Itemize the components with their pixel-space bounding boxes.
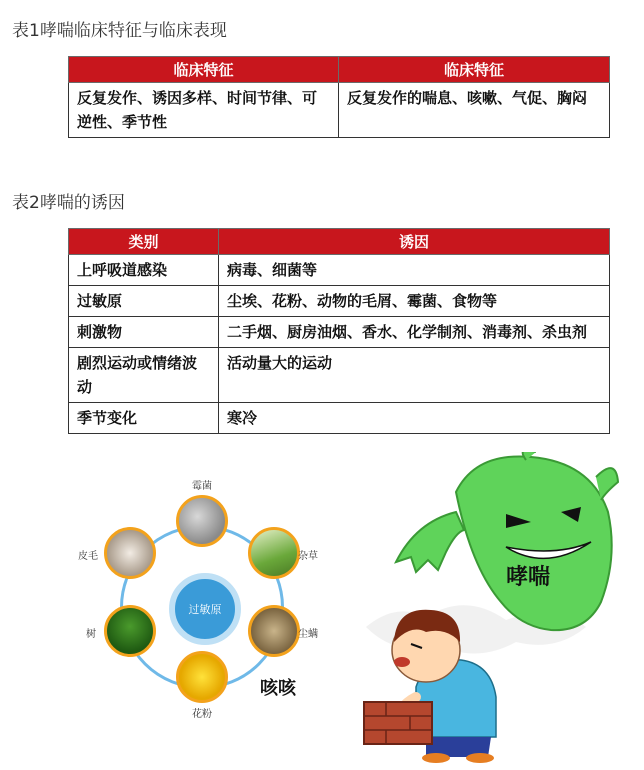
allergen-diagram [62, 455, 352, 765]
asthma-triggers-table [68, 228, 610, 434]
pollen-image [176, 651, 228, 703]
table-row [69, 317, 610, 348]
diagram-center: 过敏原 [169, 573, 241, 645]
table-cell: 寒冷 [219, 403, 610, 434]
dust-mite-image [248, 605, 300, 657]
cough-label: 咳咳 [260, 678, 296, 699]
node-label: 皮毛 [78, 551, 98, 562]
table-cell: 剧烈运动或情绪波动 [69, 348, 219, 403]
cartoon-svg [356, 452, 622, 764]
table-cell: 过敏原 [69, 286, 219, 317]
mold-image [176, 495, 228, 547]
table-header-cell: 诱因 [219, 229, 610, 255]
table-cell: 季节变化 [69, 403, 219, 434]
node-label: 杂草 [298, 551, 318, 562]
table2-caption: 表2哮喘的诱因 [12, 193, 125, 213]
table1-caption: 表1哮喘临床特征与临床表现 [12, 21, 227, 41]
table-row [69, 403, 610, 434]
table-cell: 上呼吸道感染 [69, 255, 219, 286]
node-label: 花粉 [192, 709, 212, 720]
node-label: 尘螨 [298, 629, 318, 640]
node-label: 霉菌 [192, 481, 212, 492]
table-row [69, 348, 610, 403]
table-header-cell: 类别 [69, 229, 219, 255]
clinical-features-table [68, 56, 610, 138]
table-header-row [69, 57, 610, 83]
table-cell: 反复发作的喘息、咳嗽、气促、胸闷 [339, 83, 610, 138]
table-header-cell: 临床特征 [69, 57, 339, 83]
fur-image [104, 527, 156, 579]
table-cell: 反复发作、诱因多样、时间节律、可逆性、季节性 [69, 83, 339, 138]
tree-image [104, 605, 156, 657]
table-row [69, 255, 610, 286]
table-row [69, 286, 610, 317]
table-cell: 二手烟、厨房油烟、香水、化学制剂、消毒剂、杀虫剂 [219, 317, 610, 348]
monster-label: 哮喘 [506, 565, 551, 590]
table-header-cell: 临床特征 [339, 57, 610, 83]
weeds-image [248, 527, 300, 579]
table-cell: 刺激物 [69, 317, 219, 348]
table-cell: 活动量大的运动 [219, 348, 610, 403]
table-row [69, 83, 610, 138]
table-header-row [69, 229, 610, 255]
table-cell: 尘埃、花粉、动物的毛屑、霉菌、食物等 [219, 286, 610, 317]
table-cell: 病毒、细菌等 [219, 255, 610, 286]
node-label: 树 [86, 629, 96, 640]
